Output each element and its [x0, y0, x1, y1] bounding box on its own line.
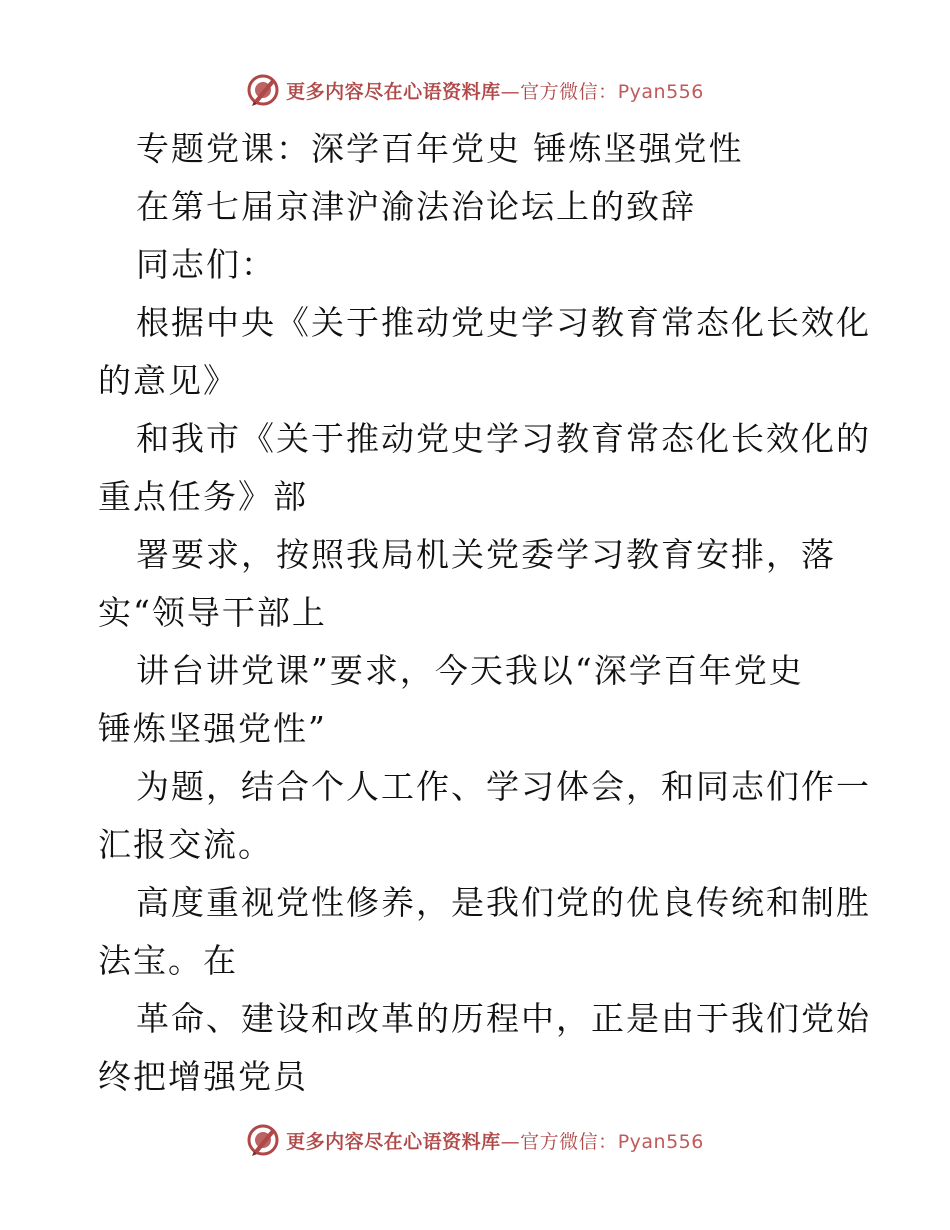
text-line: 在第七届京津沪渝法治论坛上的致辞	[136, 187, 696, 226]
banner-wechat-id: Pyan556	[617, 1130, 704, 1153]
text-line: 的意见》	[98, 361, 238, 400]
text-line: 高度重视党性修养，是我们党的优良传统和制胜	[136, 883, 871, 922]
text-line: 署要求，按照我局机关党委学习教育安排，落	[136, 535, 836, 574]
banner-main: 更多内容尽在心语资料库	[286, 80, 501, 103]
header-banner	[0, 70, 950, 110]
banner-text	[286, 1127, 704, 1154]
document-body	[98, 120, 871, 1106]
text-line: 法宝。在	[98, 941, 238, 980]
text-line: 为题，结合个人工作、学习体会，和同志们作一	[136, 767, 871, 806]
text-line: 讲台讲党课”要求，今天我以“深学百年党史	[136, 651, 804, 690]
banner-text	[286, 77, 704, 104]
banner-main: 更多内容尽在心语资料库	[286, 1130, 501, 1153]
text-line: 终把增强党员	[98, 1057, 308, 1096]
text-line: 实“领导干部上	[98, 593, 327, 632]
pen-circle-logo-icon	[246, 1123, 280, 1157]
text-line: 重点任务》部	[98, 477, 308, 516]
pen-circle-logo-icon	[246, 73, 280, 107]
text-line: 和我市《关于推动党史学习教育常态化长效化的	[136, 419, 871, 458]
text-line: 锤炼坚强党性”	[98, 709, 327, 748]
text-line: 革命、建设和改革的历程中，正是由于我们党始	[136, 999, 871, 1038]
banner-separator: —	[500, 80, 521, 103]
banner-contact-label: 官方微信：	[520, 80, 618, 103]
banner-contact-label: 官方微信：	[520, 1130, 618, 1153]
text-line: 汇报交流。	[98, 825, 273, 864]
text-line: 根据中央《关于推动党史学习教育常态化长效化	[136, 303, 871, 342]
footer-banner	[0, 1120, 950, 1160]
text-line: 同志们：	[136, 245, 276, 284]
banner-wechat-id: Pyan556	[617, 80, 704, 103]
text-line: 专题党课：深学百年党史 锤炼坚强党性	[136, 129, 744, 168]
banner-separator: —	[500, 1130, 521, 1153]
